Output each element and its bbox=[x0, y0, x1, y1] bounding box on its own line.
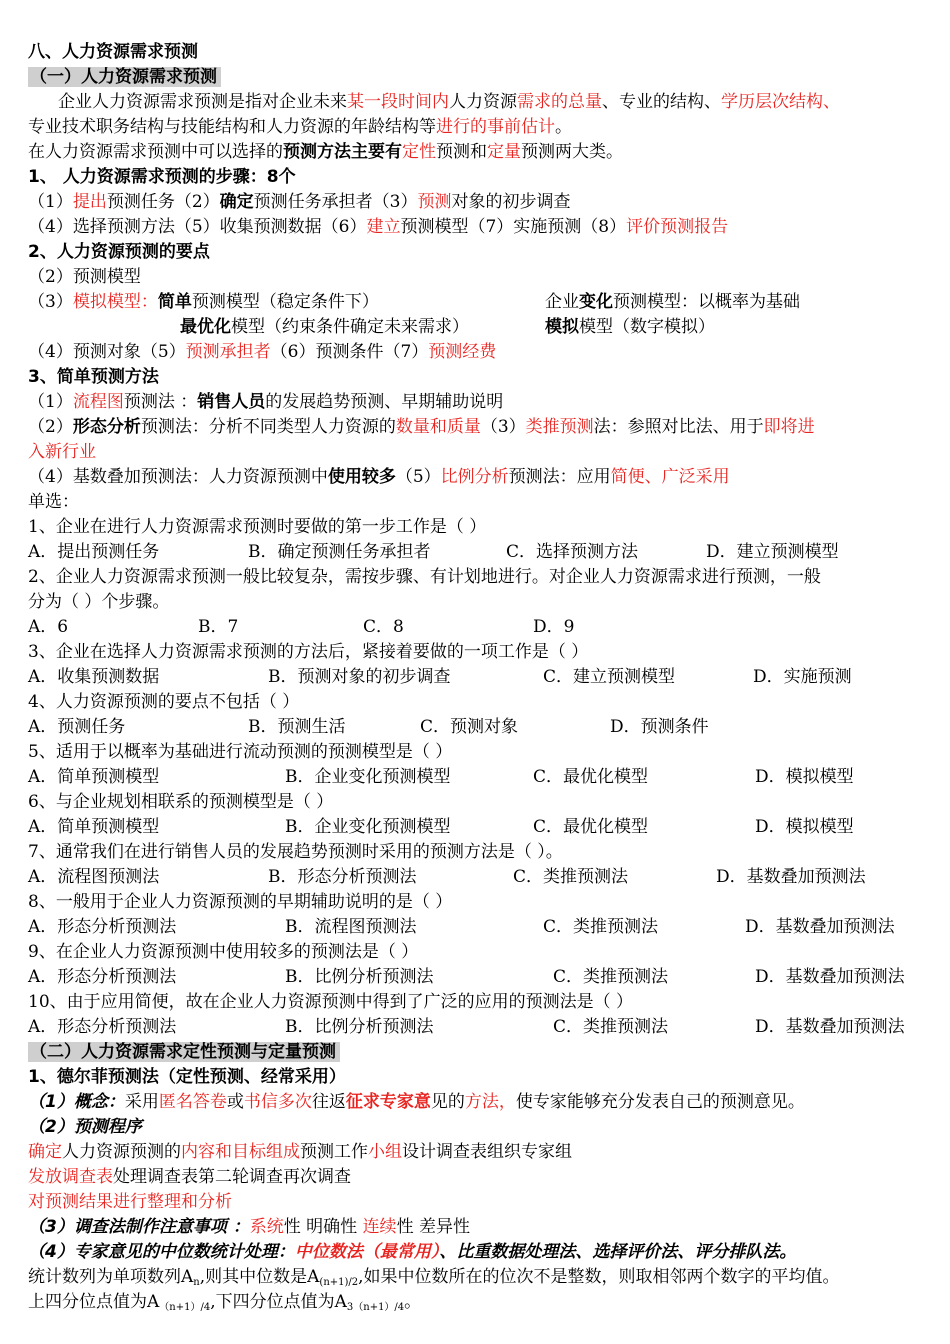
points-heading: 2、人力资源预测的要点 bbox=[28, 242, 210, 262]
question-6: 6、与企业规划相联系的预测模型是（ ） bbox=[28, 792, 334, 812]
delphi-procedure-heading: （2）预测程序 bbox=[28, 1117, 142, 1137]
delphi-survey-notes: （3）调查法制作注意事项 ：系统性 明确性 连续性 差异性 bbox=[28, 1217, 470, 1237]
delphi-procedure-2: 发放调查表处理调查表第二轮调查再次调查 bbox=[28, 1167, 351, 1187]
intro-line-1: 企业人力资源需求预测是指对企业未来某一段时间内人力资源需求的总量、专业的结构、学历层次结构、 bbox=[58, 92, 840, 112]
delphi-median-formula: 统计数列为单项数列$A_n$,则其中位数是$A_{(n+1)/2}$,如果中位数所在的位次不是整数，则取相邻两个数字的平均值。 bbox=[28, 1267, 840, 1288]
methods-line-3: 入新行业 bbox=[28, 442, 96, 462]
question-4: 4、人力资源预测的要点不包括（ ） bbox=[28, 692, 300, 712]
question-1: 1、企业在进行人力资源需求预测时要做的第一步工作是（ ） bbox=[28, 517, 487, 537]
methods-line-2: （2）形态分析预测法：分析不同类型人力资源的数量和质量（3）类推预测法：参照对比法、用于即将进 bbox=[28, 417, 815, 437]
delphi-heading: 1、德尔菲预测法（定性预测、经常采用） bbox=[28, 1067, 346, 1087]
intro-line-2: 专业技术职务结构与技能结构和人力资源的年龄结构等进行的事前估计。 bbox=[28, 117, 572, 137]
question-2-cont: 分为（ ）个步骤。 bbox=[28, 592, 170, 612]
points-line-4: （4）预测对象（5）预测承担者（6）预测条件（7）预测经费 bbox=[28, 342, 497, 362]
points-line-2-right: 企业变化预测模型：以概率为基础 bbox=[545, 292, 800, 312]
points-line-1: （2）预测模型 bbox=[28, 267, 141, 287]
points-line-3-right: 模拟模型（数字模拟） bbox=[545, 317, 715, 337]
methods-heading: 3、简单预测方法 bbox=[28, 367, 159, 387]
delphi-procedure-1: 确定人力资源预测的内容和目标组成预测工作小组设计调查表组织专家组 bbox=[28, 1142, 572, 1162]
steps-line-2: （4）选择预测方法（5）收集预测数据（6）建立预测模型（7）实施预测（8）评价预测报告 bbox=[28, 217, 729, 237]
points-line-2: （3）模拟模型：简单预测模型（稳定条件下） bbox=[28, 292, 379, 312]
delphi-median: （4）专家意见的中位数统计处理：中位数法（最常用）、比重数据处理法、选择评价法、评分排队法。 bbox=[28, 1242, 797, 1262]
intro-line-3: 在人力资源需求预测中可以选择的预测方法主要有定性预测和定量预测两大类。 bbox=[28, 142, 623, 162]
delphi-concept: （1）概念：采用匿名答卷或书信多次往返征求专家意见的方法，使专家能够充分发表自己的预测意见。 bbox=[28, 1092, 805, 1112]
points-line-3: 最优化模型（约束条件确定未来需求） bbox=[180, 317, 469, 337]
question-10: 10、由于应用简便，故在企业人力资源预测中得到了广泛的应用的预测法是（ ） bbox=[28, 992, 634, 1012]
question-8: 8、一般用于企业人力资源预测的早期辅助说明的是（ ） bbox=[28, 892, 453, 912]
section-title: 八、人力资源需求预测 bbox=[28, 42, 198, 62]
single-choice-label: 单选： bbox=[28, 492, 79, 512]
methods-line-1: （1）流程图预测法 ：销售人员的发展趋势预测、早期辅助说明 bbox=[28, 392, 504, 412]
question-7: 7、通常我们在进行销售人员的发展趋势预测时采用的预测方法是（ ）。 bbox=[28, 842, 563, 862]
delphi-quartile-formula: 上四分位点值为$A_{(n+1)/4}$,下四分位点值为$A_{3(n+1)/4}$。 bbox=[28, 1292, 422, 1313]
delphi-procedure-3: 对预测结果进行整理和分析 bbox=[28, 1192, 232, 1212]
question-9: 9、在企业人力资源预测中使用较多的预测法是（ ） bbox=[28, 942, 419, 962]
question-2: 2、企业人力资源需求预测一般比较复杂，需按步骤、有计划地进行。对企业人力资源需求进行预测，一般 bbox=[28, 567, 821, 587]
steps-line-1: （1）提出预测任务（2）确定预测任务承担者（3）预测对象的初步调查 bbox=[28, 192, 571, 212]
question-5: 5、适用于以概率为基础进行流动预测的预测模型是（ ） bbox=[28, 742, 453, 762]
subsection-2-heading: （二）人力资源需求定性预测与定量预测 bbox=[28, 1040, 340, 1065]
subsection-1-heading: （一）人力资源需求预测 bbox=[28, 65, 221, 90]
document-page: 八、人力资源需求预测 （一）人力资源需求预测 企业人力资源需求预测是指对企业未来某一段时间内人力资源需求的总量、专业的结构、学历层次结构、 专业技术职务结构与技能结构和人力资源的年龄结构等进行的事前估计。 在人力资源需求预测中可以选择的预测方法主要有定性预测和定量预测两大类。 1、 人力资源需求预测的步骤：8个 （1）提出预测任务（2）确定预测任务承担者（3）预测对象的初步调查 （4）选择预测方法（5）收集预测数据（6）建立预测模型（7）实施预测（8）评价预测报告 2、人力资源预测的要点 （2）预测模型 （3）模拟模型：简单预测模型（稳定条件下） 企业变化预测模型：以概率为基础 最优化模型（约束条件确定未来需求） 模拟模型（数字模拟） （4）预测对象（5）预测承担者（6）预测条件（7）预测经费 3、简单预测方法 （1）流程图预测法 ：销售人员的发展趋势预测、早期辅助说明 （2）形态分析预测法：分析不同类型人力资源的数量和质量（3）类推预测法：参照对比法、用于即将进 入新行业 （4）基数叠加预测法：人力资源预测中使用较多（5）比例分析预测法：应用简便、广泛采用 单选： 1、企业在进行人力资源需求预测时要做的第一步工作是（ ） A．提出预测任务 B．确定预测任务承担者 C．选择预测方法 D．建立预测模型 2、企业人力资源需求预测一般比较复杂，需按步骤、有计划地进行。对企业人力资源需求进行预测，一般 分为（ ）个步骤。 A．6 B．7 C．8 D．9 3、企业在选择人力资源需求预测的方法后，紧接着要做的一项工作是（ ） A．收集预测数据 B．预测对象的初步调查 C．建立预测模型 D．实施预测 4、人力资源预测的要点不包括（ ） A．预测任务 B．预测生活 C．预测对象 D．预测条件 5、适用于以概率为基础进行流动预测的预测模型是（ ） A．简单预测模型 B．企业变化预测模型 C．最优化模型 D．模拟模型 6、与企业规划相联系的预测模型是（ ） A．简单预测模型 B．企业变化预测模型 C．最优化模型 D．模拟模型 7、通常我们在进行销售人员的发展趋势预测时采用的预测方法是（ ）。 A．流程图预测法 B．形态分析预测法 C．类推预测法 D．基数叠加预测法 8、一般用于企业人力资源预测的早期辅助说明的是（ ） A．形态分析预测法 B．流程图预测法 C．类推预测法 D．基数叠加预测法 9、在企业人力资源预测中使用较多的预测法是（ ） A．形态分析预测法 B．比例分析预测法 C．类推预测法 D．基数叠加预测法 10、由于应用简便，故在企业人力资源预测中得到了广泛的应用的预测法是（ ） A．形态分析预测法 B．比例分析预测法 C．类推预测法 D．基数叠加预测法 （二）人力资源需求定性预测与定量预测 1、德尔菲预测法（定性预测、经常采用） （1）概念：采用匿名答卷或书信多次往返征求专家意见的方法，使专家能够充分发表自己的预测意见。 （2）预测程序 确定人力资源预测的内容和目标组成预测工作小组设计调查表组织专家组 发放调查表处理调查表第二轮调查再次调查 对预测结果进行整理和分析 （3）调查法制作注意事项 ：系统性 明确性 连续性 差异性 （4）专家意见的中位数统计处理：中位数法（最常用）、比重数据处理法、选择评价法、评分排队法。 统计数列为单项数列$A_n$,则其中位数是$A_{(n+1)/2}$,如果中位数所在的位次不是整数，则取相邻两个数字的平均值。 上四分位点值为$A_{(n+1)/4}$,下四分位点值为$A_{3(n+1)/4}$。 bbox=[28, 42, 905, 1313]
steps-heading: 1、 人力资源需求预测的步骤：8个 bbox=[28, 167, 296, 187]
question-3: 3、企业在选择人力资源需求预测的方法后，紧接着要做的一项工作是（ ） bbox=[28, 642, 589, 662]
methods-line-4: （4）基数叠加预测法：人力资源预测中使用较多（5）比例分析预测法：应用简便、广泛采用 bbox=[28, 467, 730, 487]
